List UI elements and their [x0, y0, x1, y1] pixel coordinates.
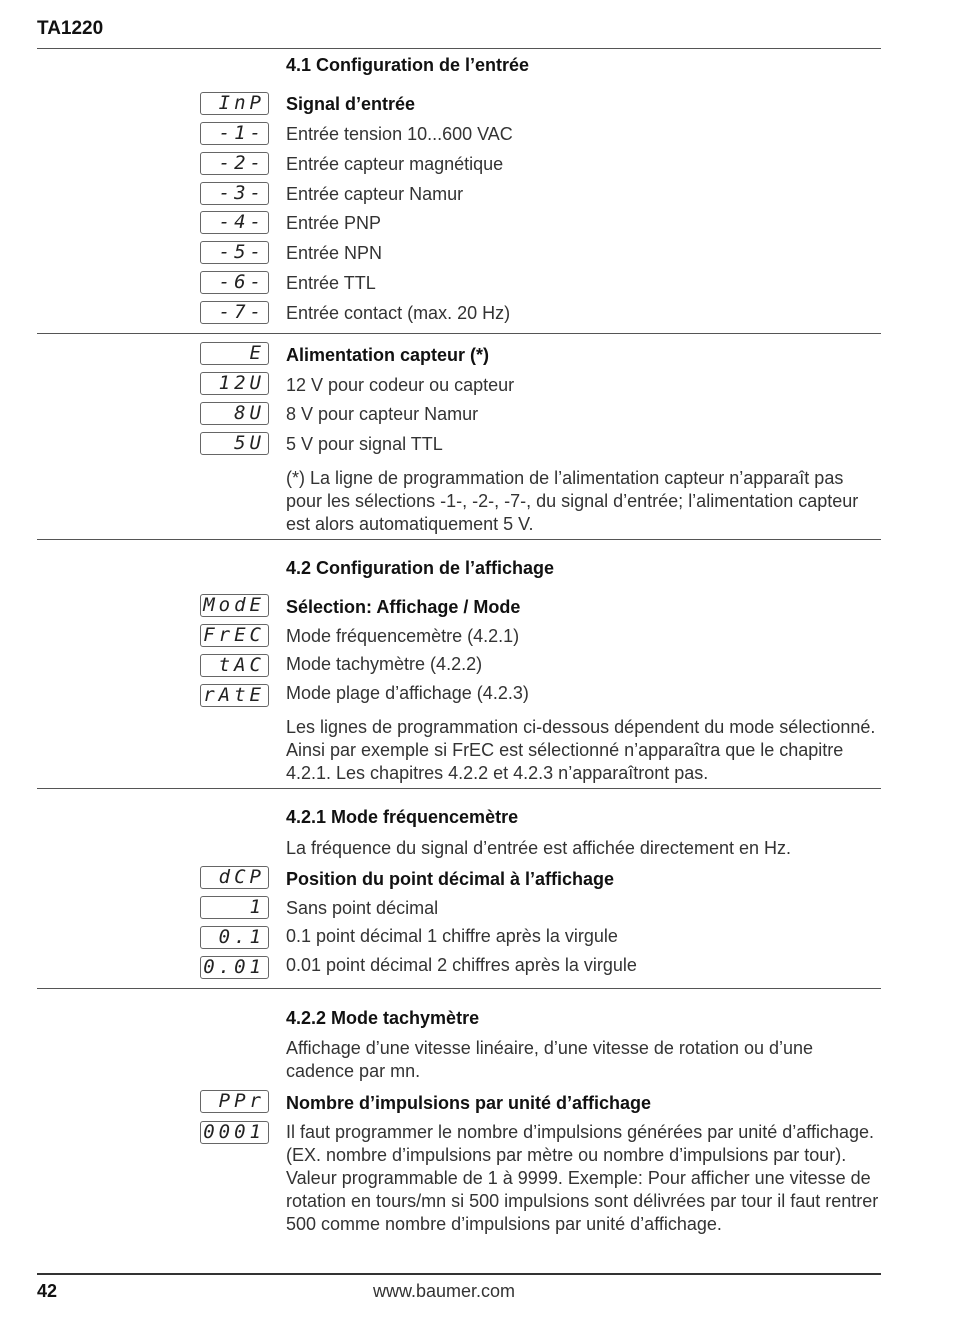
option-label: 12 V pour codeur ou capteur [286, 375, 515, 395]
lcd-code-ppr: PPr [200, 1090, 269, 1113]
lcd-code-inp: InP [200, 92, 269, 115]
option-label: Entrée TTL [286, 273, 376, 293]
option-label: Mode tachymètre (4.2.2) [286, 654, 483, 674]
lcd-code-dcp: dCP [200, 866, 269, 889]
lcd-code: tAC [200, 654, 269, 677]
divider [37, 988, 881, 989]
divider [37, 333, 881, 334]
divider [37, 539, 881, 540]
option-label: Entrée capteur magnétique [286, 154, 504, 174]
option-label: Entrée NPN [286, 243, 383, 263]
lcd-code: FrEC [200, 624, 269, 647]
option-label: 0.01 point décimal 2 chiffres après la virgule [286, 955, 637, 975]
lcd-code: -3- [200, 182, 269, 205]
divider [37, 788, 881, 789]
lcd-code: -6- [200, 271, 269, 294]
option-label: Entrée contact (max. 20 Hz) [286, 303, 511, 323]
page-number: 42 [37, 1281, 58, 1301]
option-label: Entrée capteur Namur [286, 184, 464, 204]
mode-heading: Sélection: Affichage / Mode [286, 597, 521, 617]
section-title-4-2-1: 4.2.1 Mode fréquencemètre [286, 807, 519, 827]
lcd-code: 0.01 [200, 956, 269, 979]
lcd-code: -7- [200, 301, 269, 324]
mode-note: Les lignes de programmation ci-dessous dépendent du mode sélectionné. Ainsi par exemple si FrEC est sélectionné n’apparaîtra que le chapitre 4.2.1. Les chapitres 4.2.2 et 4.2.3 n’apparaîtront pas. [286, 717, 876, 783]
divider [37, 48, 881, 49]
lcd-code: 8U [200, 402, 269, 425]
section-title-4-2-2: 4.2.2 Mode tachymètre [286, 1008, 480, 1028]
lcd-code: -2- [200, 152, 269, 175]
lcd-code-e: E [200, 342, 269, 365]
option-label: 0.1 point décimal 1 chiffre après la virgule [286, 926, 618, 946]
footer-divider [37, 1273, 881, 1275]
pulses-per-unit-text: Il faut programmer le nombre d’impulsions générées par unité d’affichage. (EX. nombre d’impulsions par mètre ou nombre d’impulsions par tour). Valeur programmable de 1 à 9999. Exemple: Pour afficher une vitesse de rotation en tours/mn si 500 impulsions sont délivrées par tour il faut rentrer 500 comme nombre d’impulsions par unité d’affichage. [286, 1122, 879, 1234]
section-intro: La fréquence du signal d’entrée est affichée directement en Hz. [286, 838, 791, 858]
decimal-point-heading: Position du point décimal à l’affichage [286, 869, 615, 889]
lcd-code: 5U [200, 432, 269, 455]
input-signal-heading: Signal d’entrée [286, 94, 416, 114]
lcd-code: -4- [200, 211, 269, 234]
lcd-code: -1- [200, 122, 269, 145]
lcd-code: -5- [200, 241, 269, 264]
pulses-per-unit-heading: Nombre d’impulsions par unité d’affichage [286, 1093, 652, 1113]
lcd-code: 0.1 [200, 926, 269, 949]
option-label: Sans point décimal [286, 898, 439, 918]
sensor-supply-heading: Alimentation capteur (*) [286, 345, 490, 365]
option-label: Mode plage d’affichage (4.2.3) [286, 683, 529, 703]
section-intro: Affichage d’une vitesse linéaire, d’une vitesse de rotation ou d’une cadence par mn. [286, 1038, 814, 1081]
option-label: Mode fréquencemètre (4.2.1) [286, 626, 520, 646]
option-label: 5 V pour signal TTL [286, 434, 443, 454]
footer-url: www.baumer.com [373, 1281, 516, 1301]
lcd-code-mode: ModE [200, 594, 269, 617]
section-title-4-1: 4.1 Configuration de l’entrée [286, 55, 530, 75]
option-label: Entrée tension 10...600 VAC [286, 124, 513, 144]
option-label: 8 V pour capteur Namur [286, 404, 479, 424]
lcd-code: 1 [200, 896, 269, 919]
document-title: TA1220 [37, 18, 104, 39]
supply-note: (*) La ligne de programmation de l’alimentation capteur n’apparaît pas pour les sélections -1-, -2-, -7-, du signal d’entrée; l’alimentation capteur est alors automatiquement 5 V. [286, 468, 859, 534]
lcd-code: rAtE [200, 684, 269, 707]
lcd-value: 0001 [200, 1121, 269, 1144]
option-label: Entrée PNP [286, 213, 382, 233]
lcd-code: 12U [200, 372, 269, 395]
section-title-4-2: 4.2 Configuration de l’affichage [286, 558, 555, 578]
